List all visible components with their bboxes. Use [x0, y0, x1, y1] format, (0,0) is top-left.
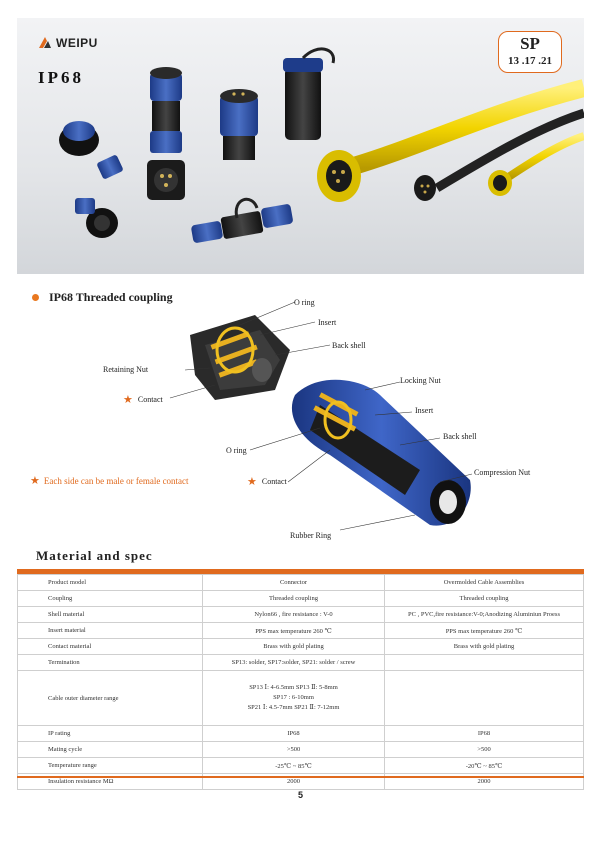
callout-contact-bottom — [247, 475, 287, 488]
series-badge — [498, 31, 562, 73]
row-label: Insulation resistance MΩ — [18, 774, 203, 790]
coupling-section-title: IP68 Threaded coupling — [49, 290, 173, 304]
row-label: Cable outer diameter range — [18, 671, 203, 726]
row-label: Shell material — [18, 607, 203, 623]
star-icon: ★ — [123, 394, 133, 406]
series-name: SP — [520, 34, 540, 53]
ip-rating-title: IP68 — [38, 68, 84, 87]
hero-banner — [17, 18, 584, 274]
row-label: Mating cycle — [18, 742, 203, 758]
connector-value: 2000 — [203, 774, 385, 790]
table-row — [18, 639, 584, 655]
row-label: Coupling — [18, 591, 203, 607]
callout-compression-nut: Compression Nut — [474, 468, 531, 477]
row-label: Insert material — [18, 623, 203, 639]
table-row — [18, 742, 584, 758]
spec-table-bottom-rule — [17, 776, 584, 778]
brand-name: WEIPU — [56, 36, 98, 50]
table-row — [18, 655, 584, 671]
connector-value: Threaded coupling — [203, 591, 385, 607]
callout-contact-bottom-label: Contact — [261, 477, 287, 486]
overmolded-value: Overmolded Cable Assemblies — [385, 575, 584, 591]
callout-o-ring-top: O ring — [294, 298, 315, 307]
connector-value: -25℃ ~ 85℃ — [203, 758, 385, 774]
connector-value: >500 — [203, 742, 385, 758]
callout-back-shell-bottom: Back shell — [443, 432, 477, 441]
overmolded-value: IP68 — [385, 726, 584, 742]
bottom-connector-cutaway — [292, 380, 471, 526]
cable-range-line: SP17 : 6-10mm — [273, 694, 314, 701]
star-icon: ★ — [30, 475, 40, 487]
overmolded-value: PPS max temperature 260 ℃ — [385, 623, 584, 639]
connector-value: Nylon66 , fire resistance : V-0 — [203, 607, 385, 623]
top-connector-cutaway — [190, 315, 290, 400]
brand-logo-icon — [37, 35, 53, 51]
page-number: 5 — [297, 790, 303, 800]
row-label: Contact material — [18, 639, 203, 655]
cable-range-line: SP13 Ⅰ: 4-6.5mm SP13 Ⅱ: 5-8mm — [249, 684, 338, 691]
connector-value: PPS max temperature 260 ℃ — [203, 623, 385, 639]
contact-gender-note — [30, 474, 189, 487]
series-sizes: 13 .17 .21 — [508, 55, 552, 67]
table-row — [18, 607, 584, 623]
connector-value — [203, 671, 385, 726]
spec-table — [17, 574, 584, 790]
row-label: Product model — [18, 575, 203, 591]
spec-section-title: Material and spec — [36, 548, 153, 563]
overmolded-value — [385, 655, 584, 671]
cable-range-line: SP21 Ⅰ: 4.5-7mm SP21 Ⅱ: 7-12mm — [247, 704, 340, 711]
table-row — [18, 758, 584, 774]
overmolded-value: PC , PVC,fire resistance:V-0;Anodizing Aluminiun Proess — [385, 607, 584, 623]
table-row — [18, 575, 584, 591]
brand-logo — [37, 35, 98, 51]
row-label: Temperature range — [18, 758, 203, 774]
overmolded-value — [385, 671, 584, 726]
callout-contact-top-label: Contact — [137, 395, 163, 404]
table-row — [18, 623, 584, 639]
overmolded-value: -20℃ ~ 85℃ — [385, 758, 584, 774]
callout-back-shell-top: Back shell — [332, 341, 366, 350]
connector-value: Connector — [203, 575, 385, 591]
overmolded-value: Threaded coupling — [385, 591, 584, 607]
connector-value: SP13: solder, SP17:solder, SP21: solder / screw — [203, 655, 385, 671]
row-label: Termination — [18, 655, 203, 671]
star-icon: ★ — [247, 476, 257, 488]
callout-rubber-ring: Rubber Ring — [290, 531, 332, 540]
row-label: IP rating — [18, 726, 203, 742]
callout-insert-bottom: Insert — [415, 406, 434, 415]
table-row — [18, 591, 584, 607]
overmolded-value: 2000 — [385, 774, 584, 790]
exploded-connector-diagram — [0, 290, 601, 550]
callout-locking-nut: Locking Nut — [400, 376, 441, 385]
callout-retaining-nut: Retaining Nut — [103, 365, 149, 374]
overmolded-value: >500 — [385, 742, 584, 758]
callout-o-ring-bottom: O ring — [226, 446, 247, 455]
table-row — [18, 726, 584, 742]
connector-value: Brass with gold plating — [203, 639, 385, 655]
connector-value: IP68 — [203, 726, 385, 742]
contact-gender-note-text: Each side can be male or female contact — [43, 475, 189, 486]
table-row — [18, 671, 584, 726]
callout-insert-top: Insert — [318, 318, 337, 327]
callout-contact-top — [123, 393, 163, 406]
overmolded-value: Brass with gold plating — [385, 639, 584, 655]
